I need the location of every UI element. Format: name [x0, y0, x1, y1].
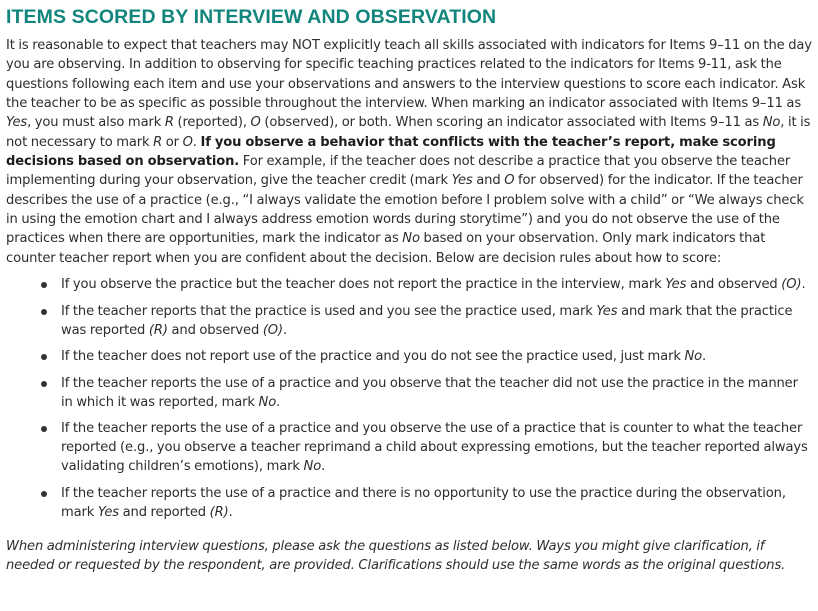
decision-rule-item	[6, 484, 812, 522]
term-r: (R)	[209, 504, 229, 520]
intro-text: It is reasonable to expect that teachers may NOT explicitly teach all skills associated with indicators for Items 9–11 on the day you are observing. In addition to observing for specific teaching practices related to the indicators for Items 9-11, ask the questions following each item and use your observations and answers to the interview questions to score each indicator. Ask the teacher to be as specific as possible throughout the interview. When marking an indicator associated with Items 9–11 as	[6, 38, 812, 112]
rule-text: If the teacher reports that the practice is used and you see the practice used, mark	[61, 303, 597, 319]
term-no: No	[762, 115, 781, 131]
rule-text: .	[702, 349, 707, 365]
term-no: No	[684, 349, 703, 365]
intro-text: , it is not necessary to mark	[6, 115, 811, 150]
term-yes: Yes	[596, 303, 618, 319]
bullet-icon	[41, 381, 47, 387]
bullet-icon	[41, 426, 47, 432]
rule-text: If the teacher reports the use of a practice and you observe the use of a practice that is counter to what the teacher reported (e.g., you observe a teacher reprimand a child about expressing emotions, but the teacher reported always validating children’s emotions), mark	[61, 421, 808, 475]
term-yes: Yes	[665, 277, 687, 293]
term-r: R	[153, 134, 163, 150]
intro-text: (reported),	[173, 115, 251, 131]
rule-text: and observed	[167, 322, 263, 338]
bullet-icon	[41, 309, 47, 315]
rule-text: .	[801, 277, 806, 293]
bullet-icon	[41, 491, 47, 497]
decision-rule-item	[6, 275, 812, 294]
term-o: O	[250, 115, 261, 131]
rule-text: If the teacher reports the use of a practice and there is no opportunity to use the practice during the observation, mark	[61, 485, 786, 520]
term-yes: Yes	[6, 115, 28, 131]
rule-text: and mark that the practice was reported	[61, 303, 793, 338]
term-no: No	[402, 231, 420, 247]
rule-text: If the teacher reports the use of a practice and you observe that the teacher did not use the practice in the manner in which it was reported, mark	[61, 375, 798, 410]
term-o: O	[182, 134, 193, 150]
decision-rule-item	[6, 347, 812, 366]
term-r: (R)	[148, 322, 168, 338]
section-title: ITEMS SCORED BY INTERVIEW AND OBSERVATION	[6, 6, 497, 28]
term-yes: Yes	[97, 504, 119, 520]
intro-text: , you must also mark	[27, 115, 165, 131]
emphasis-rule: If you observe a behavior that conflicts with the teacher’s report, make scoring decisions based on observation.	[6, 134, 776, 170]
term-o: (O)	[262, 322, 283, 338]
term-o: (O)	[781, 277, 802, 293]
interview-instructions-note: When administering interview questions, please ask the questions as listed below. Ways you might give clarification, if needed or requested by the respondent, are provided. Clarifications should use the same words as the original questions.	[6, 538, 786, 573]
decision-rule-item	[6, 302, 812, 340]
term-yes: Yes	[451, 173, 473, 189]
decision-rule-item	[6, 419, 812, 476]
term-no: No	[303, 459, 322, 475]
intro-text: For example, if the teacher does not describe a practice that you observe the teacher implementing during your observation, give the teacher credit (mark	[6, 154, 791, 189]
rule-text: .	[321, 459, 326, 475]
bullet-icon	[41, 354, 47, 360]
intro-text: and	[472, 173, 505, 189]
rule-text: and observed	[686, 277, 782, 293]
rule-text: If the teacher does not report use of the practice and you do not see the practice used, just mark	[61, 349, 685, 365]
intro-text: for observed) for the indicator. If the teacher describes the use of a practice (e.g., “I always validate the emotion before I problem solve with a child” or “We always check in using the emotion chart and I always address emotion words during storytime”) and you do not observe the use of the practices when there are opportunities, mark the indicator as	[6, 173, 804, 247]
intro-text: or	[162, 134, 183, 150]
intro-text: .	[192, 134, 201, 150]
rule-text: and reported	[119, 504, 210, 520]
rule-text: .	[282, 322, 288, 338]
term-r: R	[164, 115, 174, 131]
decision-rule-item	[6, 374, 812, 412]
rule-text: .	[276, 394, 281, 410]
term-o: O	[504, 173, 515, 189]
intro-text: based on your observation. Only mark indicators that counter teacher report when you are confident about the decision. Below are decision rules about how to score:	[6, 231, 766, 266]
bullet-icon	[41, 282, 47, 288]
rule-text: If you observe the practice but the teacher does not report the practice in the interview, mark	[61, 277, 666, 293]
intro-paragraph	[6, 36, 812, 268]
intro-text: (observed), or both. When scoring an indicator associated with Items 9–11 as	[260, 115, 763, 131]
term-no: No	[258, 394, 277, 410]
decision-rules-list	[6, 275, 812, 522]
rule-text: .	[228, 504, 233, 520]
